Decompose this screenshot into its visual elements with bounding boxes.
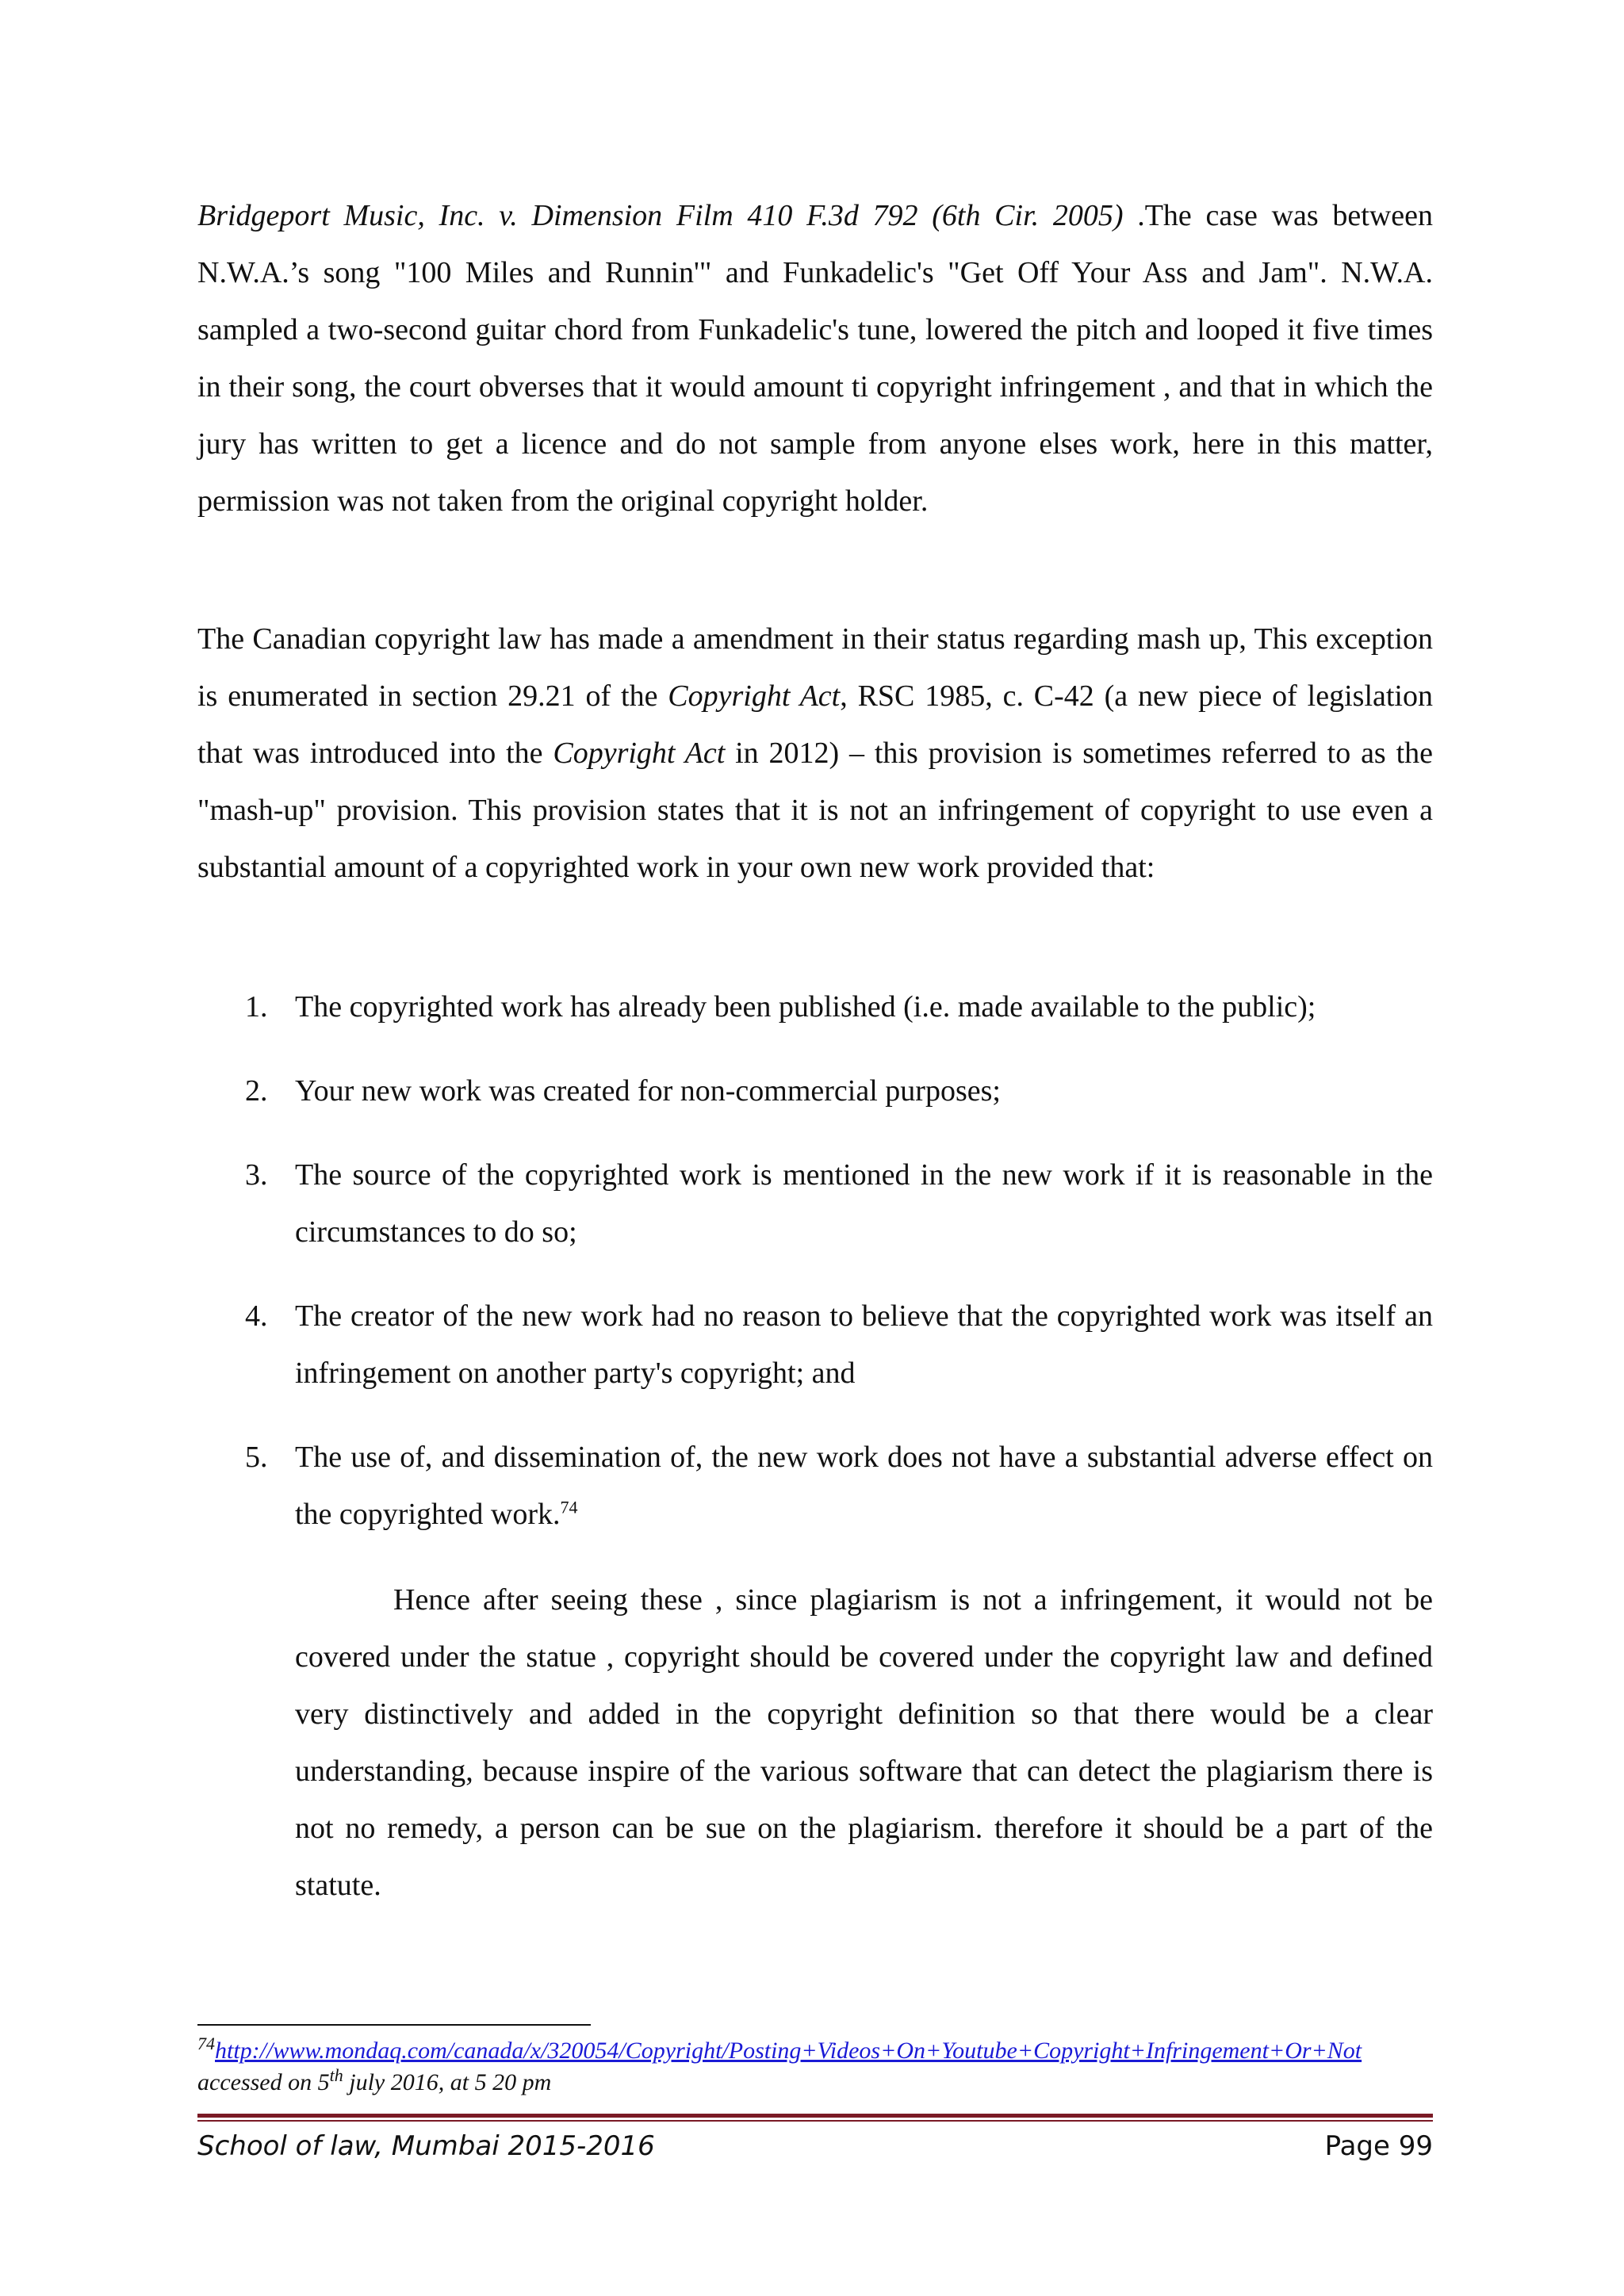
list-number: 1. [245,990,268,1024]
footnote-reference[interactable]: 74 [560,1497,578,1517]
list-number: 5. [245,1441,268,1474]
footer-rule-thick [197,2114,1433,2118]
list-text: The source of the copyrighted work is mentioned in the new work if it is reasonable in the circumstances to do so; [295,1158,1433,1249]
footnote-74 [197,2035,1433,2099]
paragraph-2-part3: in 2012) – this provision is sometimes referred to as the "mash-up" provision. This provision states that it is not an infringement of copyright to use even a substantial amount of a copyrighted work in your own new work provided that: [197,737,1433,884]
paragraph-conclusion: Hence after seeing these , since plagiarism is not a infringement, it would not be covered under the statue , copyright should be covered under the copyright law and defined very distinctively and added in the copyright definition so that there would be a clear understanding, because inspire of the various software that can detect the plagiarism there is not no remedy, a person can be sue on the plagiarism. therefore it should be a part of the statute. [295,1583,1433,1902]
footer-rule-thin [197,2120,1433,2122]
list-text: The copyrighted work has already been published (i.e. made available to the public); [295,990,1316,1024]
case-citation: Bridgeport Music, Inc. v. Dimension Film 410 F.3d 792 (6th Cir. 2005) [197,199,1124,232]
list-item [197,1288,1433,1402]
footnote-accessed-sup: th [329,2065,343,2085]
list-item [197,1146,1433,1261]
paragraph-2-part2: , RSC 1985, c. C-42 (a new piece of legislation that was introduced into the [197,679,1433,770]
list-item [197,1062,1433,1119]
conditions-list [197,978,1433,1570]
list-number: 4. [245,1299,268,1333]
list-number: 3. [245,1158,268,1192]
list-text: The creator of the new work had no reason to believe that the copyrighted work was itself an infringement on another party's copyright; and [295,1299,1433,1390]
footnote-separator [197,2024,591,2026]
footnote-accessed-suffix: july 2016, at 5 20 pm [343,2069,552,2095]
list-text: The use of, and dissemination of, the new work does not have a substantial adverse effect on the copyrighted work. [295,1441,1433,1531]
footer-page-number: Page 99 [1324,2130,1433,2162]
list-text: Your new work was created for non-commercial purposes; [295,1074,1001,1108]
paragraph-1-text: .The case was between N.W.A.’s song "100 Miles and Runnin'" and Funkadelic's "Get Off Your Ass and Jam". N.W.A. sampled a two-second guitar chord from Funkadelic's tune, lowered the pitch and looped it five times in their song, the court obverses that it would amount ti copyright infringement , and that in which the jury has written to get a licence and do not sample from anyone elses work, here in this matter, permission was not taken from the original copyright holder. [197,199,1433,518]
paragraph-case-bridgeport [197,187,1433,530]
paragraph-2-part1: The Canadian copyright law has made a amendment in their status regarding mash up, This exception is enumerated in section 29.21 of the [197,622,1433,713]
act-title-1: Copyright Act [668,679,841,713]
footnote-link[interactable]: http://www.mondaq.com/canada/x/320054/Copyright/Posting+Videos+On+Youtube+Copyright+Infringement+Or+Not [215,2038,1362,2064]
paragraph-canadian-law [197,610,1433,896]
footnote-number: 74 [197,2034,215,2053]
footer-school: School of law, Mumbai 2015-2016 [197,2130,655,2162]
list-number: 2. [245,1074,268,1108]
list-item [197,1429,1433,1543]
footnote-accessed-prefix: accessed on 5 [197,2069,330,2095]
list-item [197,978,1433,1035]
act-title-2: Copyright Act [553,737,726,770]
